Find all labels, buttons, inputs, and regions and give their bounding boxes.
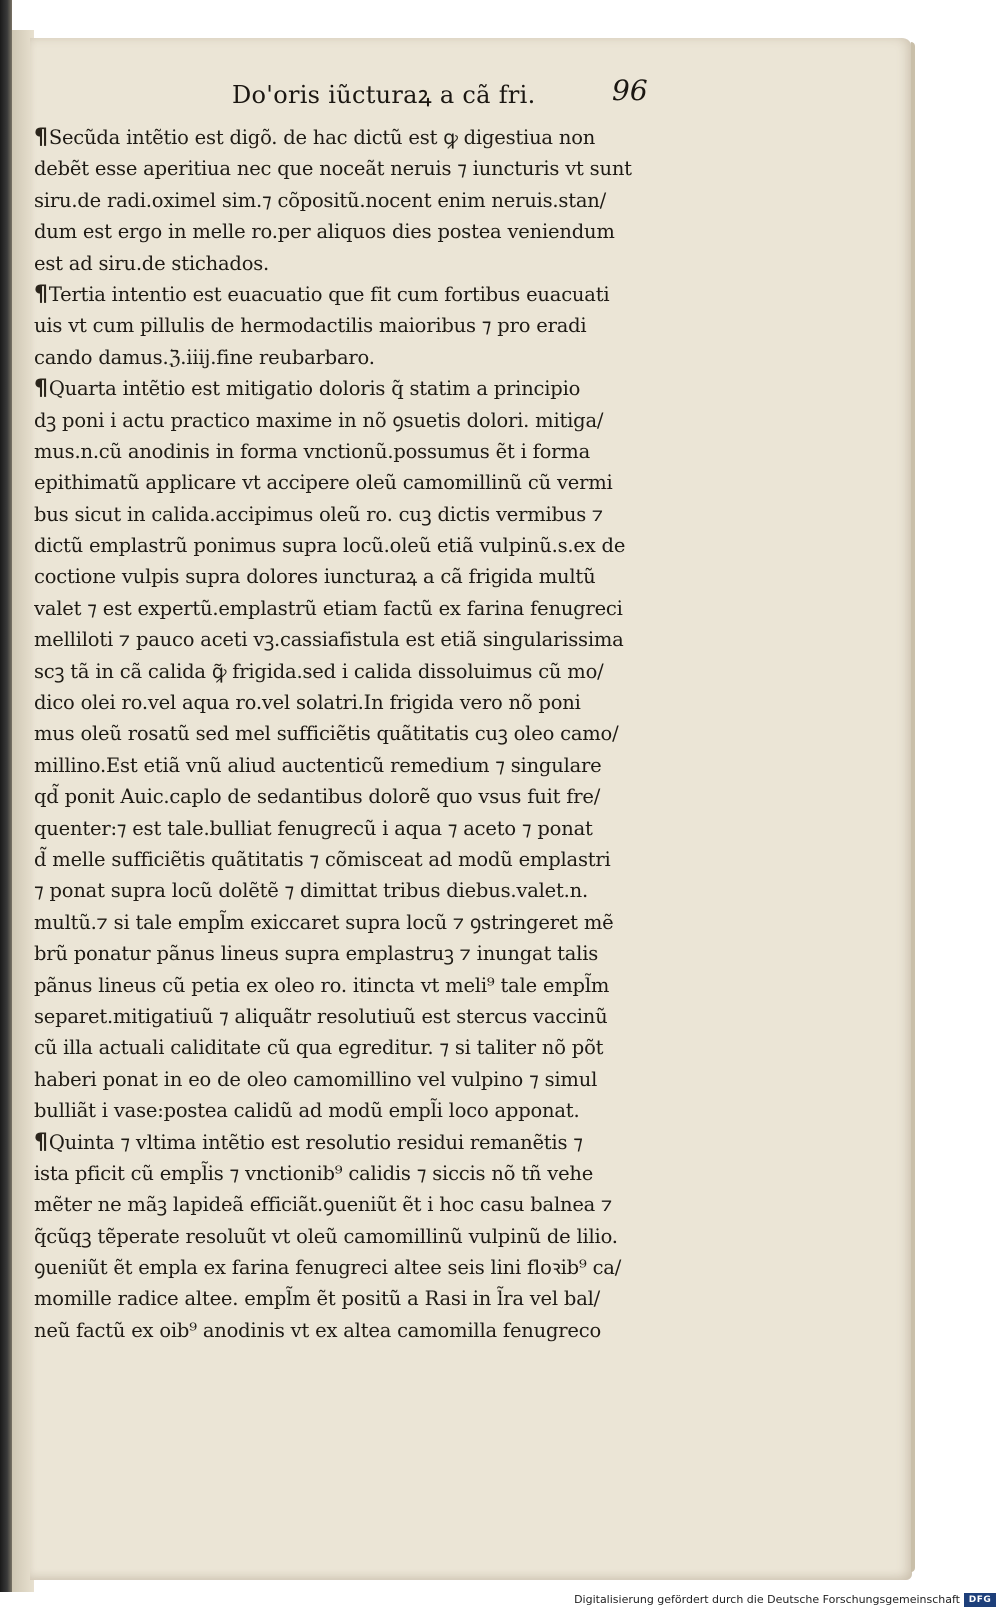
text-line [34, 436, 724, 467]
text-line [34, 373, 724, 404]
text-line [34, 938, 724, 969]
text-line [34, 593, 724, 624]
text-line-content: cando damus.ℨ.iiij.fine reubarbaro. [34, 345, 375, 369]
paragraph-mark-icon: ¶ [34, 281, 48, 307]
text-line-content: multũ.⁊ si tale empl̃m exiccaret supra locũ ⁊ ꝯstringeret mẽ [34, 910, 614, 934]
text-line [34, 1189, 724, 1220]
text-line-content: Quinta ⁊ vltima intẽtio est resolutio residui remanẽtis ⁊ [48, 1130, 583, 1154]
text-line [34, 216, 724, 247]
text-line-content: momille radice altee. empl̃m ẽt positũ a Rasi in l̃ra vel bal/ [34, 1287, 601, 1311]
text-line [34, 248, 724, 279]
text-line-content: bus sicut in calida.accipimus oleũ ro. cuꝫ dictis vermibus ⁊ [34, 502, 603, 526]
text-line [34, 499, 724, 530]
text-line [34, 310, 724, 341]
text-line-content: dꝫ poni i actu practico maxime in nõ ꝯsuetis dolori. mitiga/ [34, 408, 604, 432]
page-edge [911, 42, 915, 1572]
text-line [34, 561, 724, 592]
text-line [34, 467, 724, 498]
text-line-content: brũ ponatur pãnus lineus supra emplastruꝫ ⁊ inungat talis [34, 942, 599, 966]
text-line-content: coctione vulpis supra dolores iuncturaꝝ a cã frigida multũ [34, 565, 596, 589]
text-line-content: millino.Est etiã vnũ aliud auctenticũ remedium ⁊ singulare [34, 753, 602, 777]
text-line-content: mẽter ne mãꝫ lapideã efficiãt.ꝯueniũt ẽt i hoc casu balnea ⁊ [34, 1193, 613, 1217]
text-line-content: Secũda intẽtio est digõ. de hac dictũ est ꝙ digestiua non [48, 126, 596, 149]
footer-credit: Digitalisierung gefördert durch die Deutsche Forschungsgemeinschaft [574, 1593, 960, 1606]
text-line [34, 813, 724, 844]
text-line-content: ista pficit cũ empl̃is ⁊ vnctionib⁹ calidis ⁊ siccis nõ tñ vehe [34, 1161, 594, 1185]
text-line [34, 1252, 724, 1283]
text-line-content: mus oleũ rosatũ sed mel sufficiẽtis quãtitatis cuꝫ oleo camo/ [34, 722, 619, 746]
text-line-content: qd̃ ponit Auic.caplo de sedantibus dolorẽ quo vsus fuit fre/ [34, 785, 601, 809]
text-line-content: Quarta intẽtio est mitigatio doloris q̃ statim a principio [48, 377, 581, 401]
text-line-content: separet.mitigatiuũ ⁊ aliquãtr resolutiuũ est stercus vaccinũ [34, 1004, 608, 1028]
text-line [34, 907, 724, 938]
text-line-content: siru.de radi.oximel sim.⁊ cõpositũ.nocent enim neruis.stan/ [34, 188, 606, 212]
text-line-content: epithimatũ applicare vt accipere oleũ camomillinũ cũ vermi [34, 471, 613, 495]
text-line-content: quenter:⁊ est tale.bulliat fenugrecũ i aqua ⁊ aceto ⁊ ponat [34, 816, 593, 840]
text-line-content: dum est ergo in melle ro.per aliquos dies postea veniendum [34, 220, 615, 244]
text-line-content: dico olei ro.vel aqua ro.vel solatri.In frigida vero nõ poni [34, 691, 581, 715]
text-line-content: ⁊ ponat supra locũ dolẽtẽ ⁊ dimittat tribus diebus.valet.n. [34, 879, 588, 903]
page-header [200, 74, 670, 118]
text-line-content: scꝫ tã in cã calida ꝙ̃ frigida.sed i calida dissoluimus cũ mo/ [34, 659, 604, 683]
text-line-content: pãnus lineus cũ petia ex oleo ro. itincta vt meli⁹ tale empl̃m [34, 973, 610, 997]
text-line-content: haberi ponat in eo de oleo camomillino vel vulpino ⁊ simul [34, 1067, 598, 1091]
text-line [34, 750, 724, 781]
text-line [34, 970, 724, 1001]
text-line [34, 875, 724, 906]
paragraph-mark-icon: ¶ [34, 376, 48, 402]
text-line [34, 122, 724, 153]
text-line-content: bulliãt i vase:postea calidũ ad modũ empl̃i loco apponat. [34, 1099, 580, 1123]
text-line-content: neũ factũ ex oib⁹ anodinis vt ex altea camomilla fenugreco [34, 1318, 602, 1342]
text-line [34, 1158, 724, 1189]
text-line-content: cũ illa actuali caliditate cũ qua egreditur. ⁊ si taliter nõ põt [34, 1036, 604, 1060]
text-line-content: valet ⁊ est expertũ.emplastrũ etiam factũ ex farina fenugreci [34, 596, 623, 620]
paragraph-mark-icon: ¶ [34, 1129, 48, 1155]
text-line-content: d̃ melle sufficiẽtis quãtitatis ⁊ cõmisceat ad modũ emplastri [34, 847, 611, 871]
text-line [34, 279, 724, 310]
text-line [34, 1095, 724, 1126]
text-line [34, 844, 724, 875]
text-line [34, 1283, 724, 1314]
text-line-content: mellilοti ⁊ pauco aceti vꝫ.cassiafistula est etiã singularissima [34, 628, 624, 652]
text-block [34, 122, 724, 1346]
text-line-content: debẽt esse aperitiua nec que noceãt neruis ⁊ iuncturis vt sunt [34, 157, 632, 181]
running-head: Do'oris iũcturaꝝ a cã fri. [232, 81, 536, 109]
text-line [34, 405, 724, 436]
text-line [34, 687, 724, 718]
text-line-content: q̃cũqꝫ tẽperate resoluũt vt oleũ camomillinũ vulpinũ de lilio. [34, 1224, 618, 1248]
paragraph-mark-icon: ¶ [34, 125, 48, 150]
text-line-content: ꝯueniũt ẽt empla ex farina fenugreci altee seis lini floꝛib⁹ ca/ [34, 1256, 622, 1280]
footer-bar [0, 1592, 1000, 1609]
text-line [34, 1032, 724, 1063]
text-line-content: uis vt cum pillulis de hermodactilis maioribus ⁊ pro eradi [34, 314, 587, 338]
text-line-content: est ad siru.de stichados. [34, 251, 270, 275]
text-line [34, 185, 724, 216]
dfg-logo: DFG [964, 1593, 996, 1607]
text-line [34, 1064, 724, 1095]
page-number: 96 [612, 74, 648, 107]
text-line [34, 342, 724, 373]
text-line [34, 1001, 724, 1032]
text-line-content: dictũ emplastrũ ponimus supra locũ.oleũ etiã vulpinũ.s.ex de [34, 534, 626, 558]
text-line [34, 1127, 724, 1158]
binding-shadow [0, 0, 12, 1600]
text-line [34, 1315, 724, 1346]
text-line [34, 530, 724, 561]
text-line [34, 624, 724, 655]
text-line-content: Tertia intentio est euacuatio que fit cum fortibus euacuati [48, 282, 610, 306]
text-line [34, 656, 724, 687]
text-line-content: mus.n.cũ anodinis in forma vnctionũ.possumus ẽt i forma [34, 439, 591, 463]
text-line [34, 781, 724, 812]
text-line [34, 1221, 724, 1252]
text-line [34, 718, 724, 749]
text-line [34, 153, 724, 184]
